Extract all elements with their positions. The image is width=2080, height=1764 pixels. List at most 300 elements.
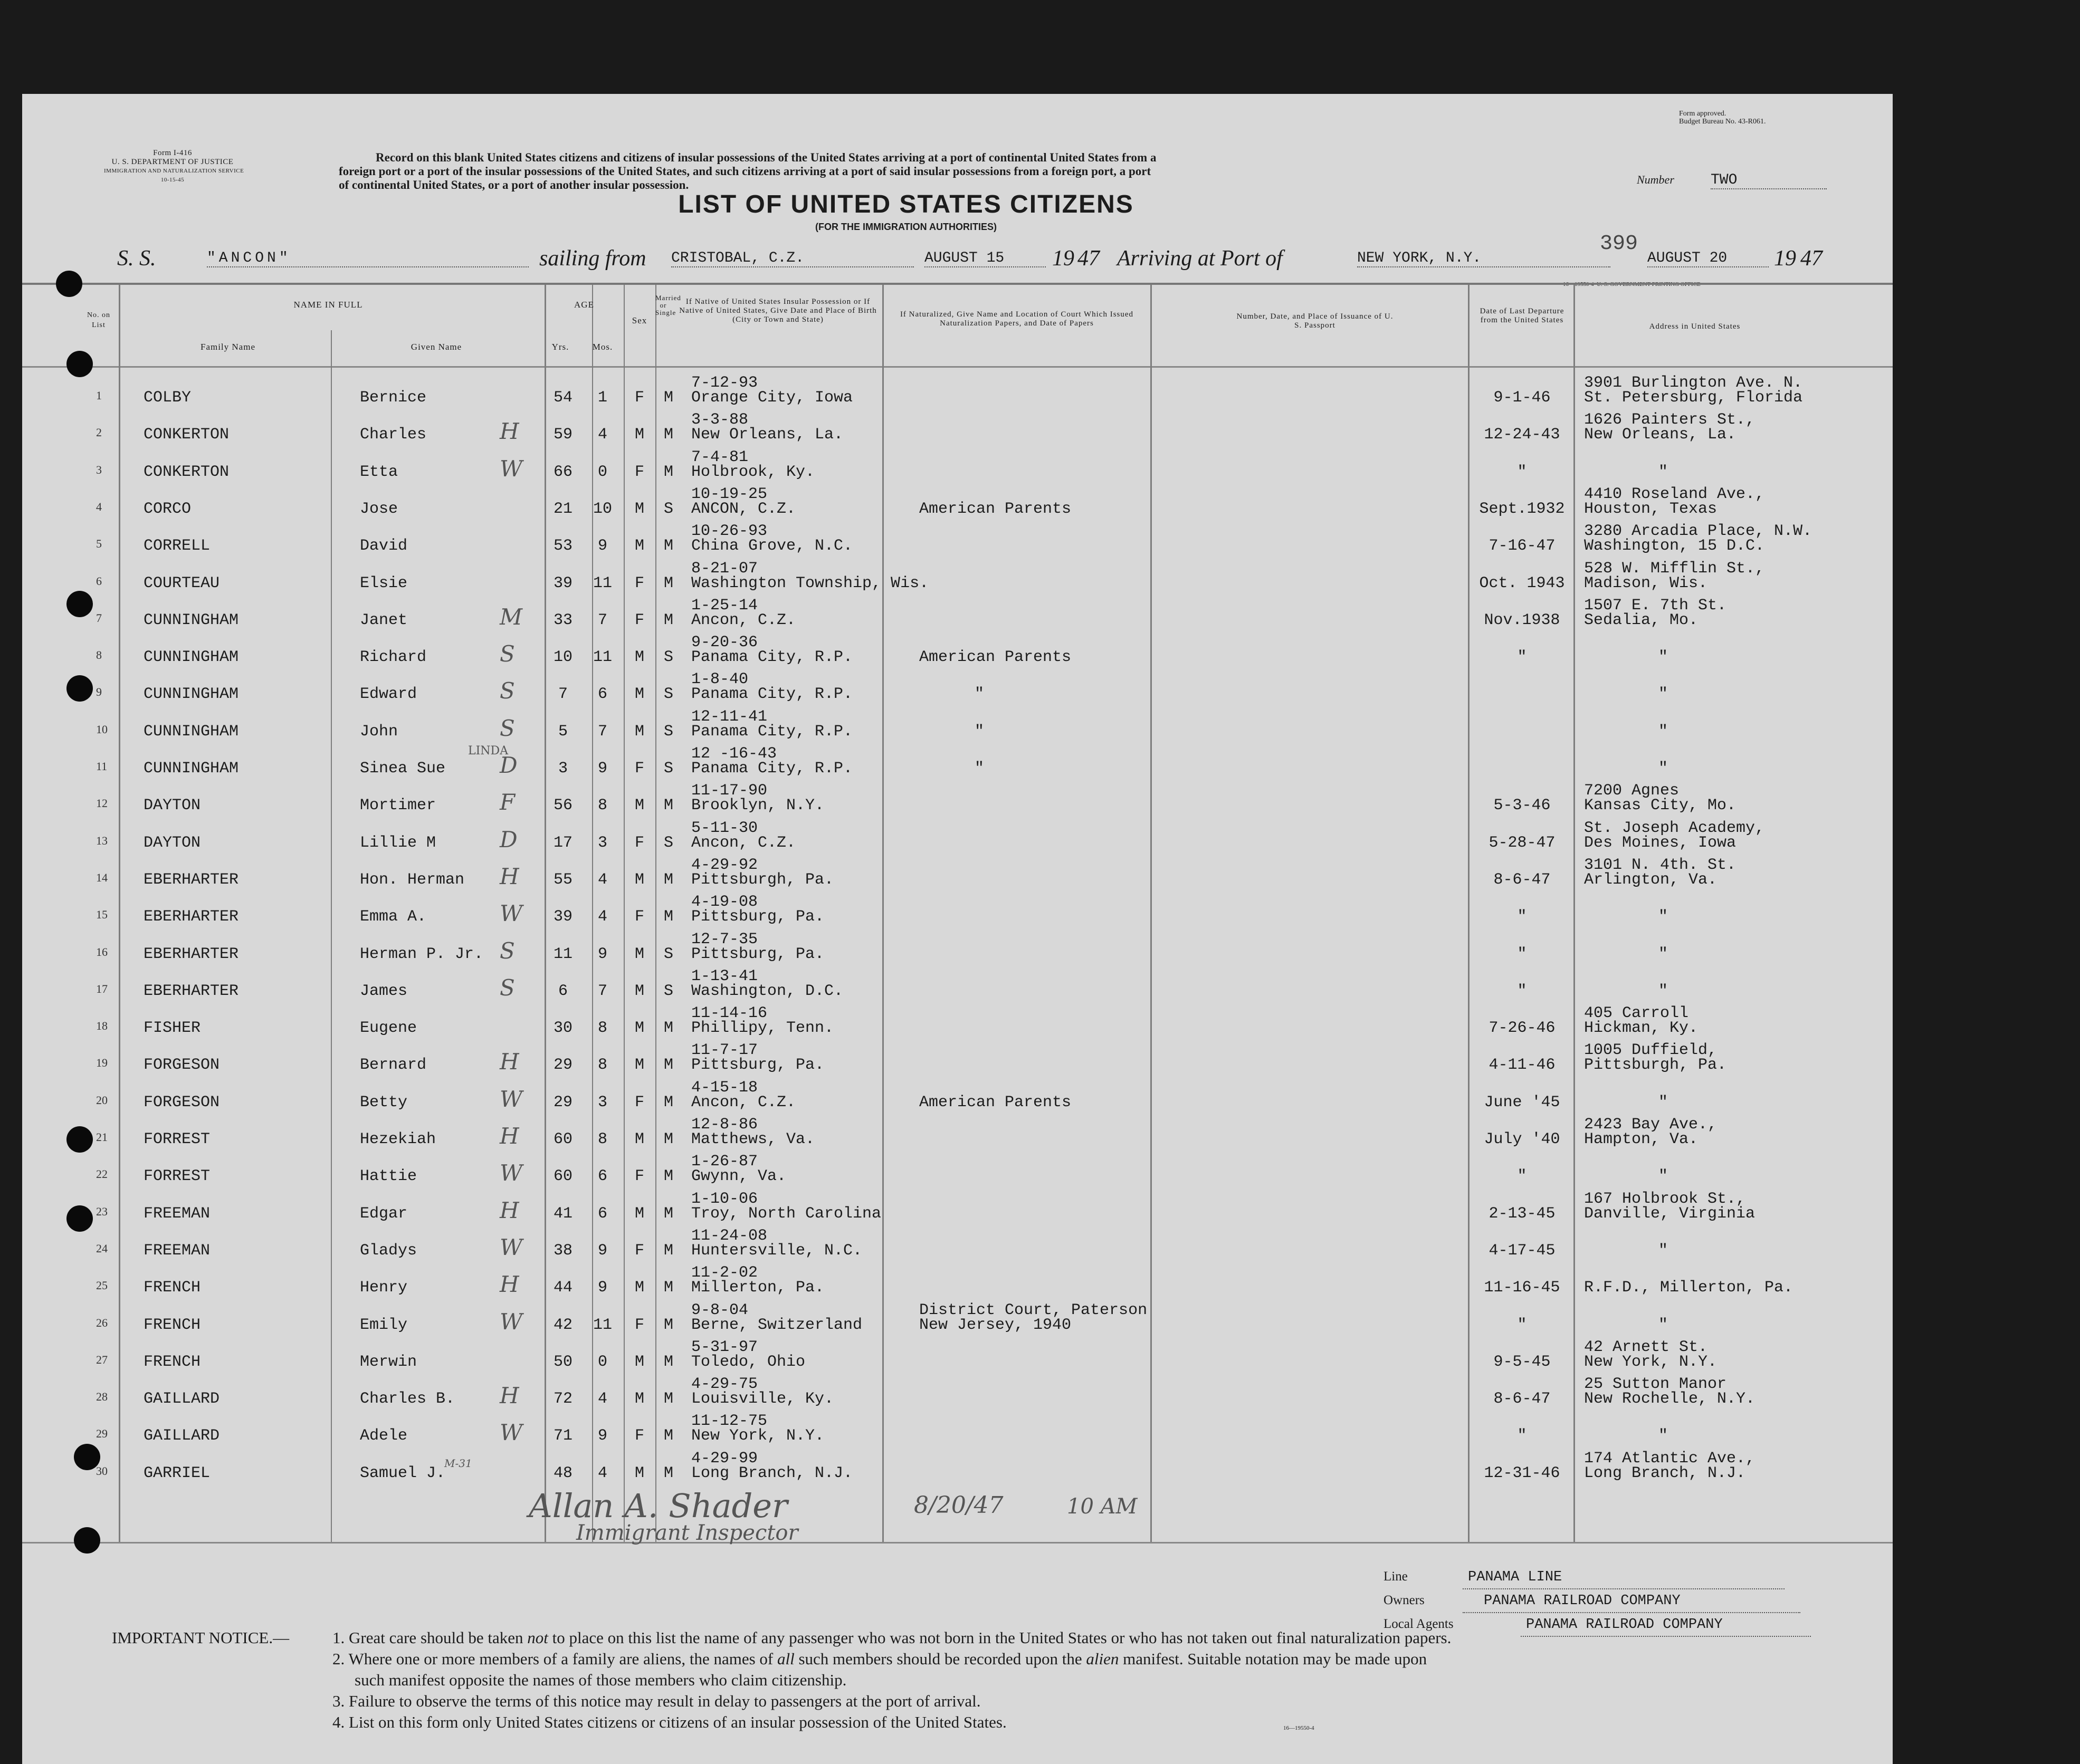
cell-naturalized: District Court, Paterson (919, 1301, 1148, 1319)
cell-dob: 1-26-87 (691, 1153, 758, 1171)
arrival-date: AUGUST 20 (1647, 250, 1769, 267)
cell-address-2: Hampton, Va. (1584, 1130, 1699, 1148)
cell-family: CORCO (144, 500, 192, 518)
cell-pob: Huntersville, N.C. (691, 1241, 863, 1260)
cell-yrs: 48 (553, 1464, 573, 1482)
intro-line-1: Record on this blank United States citizens and citizens of insular possessions of the United States arriving at a port of continental United States from a (376, 151, 1157, 164)
handwritten-mark: S (500, 937, 515, 964)
from-port: CRISTOBAL, C.Z. (671, 250, 914, 267)
cell-sex: F (634, 760, 644, 778)
cell-given: Bernice (360, 389, 427, 407)
cell-pob: Panama City, R.P. (691, 722, 853, 741)
cell-ms: M (663, 537, 673, 555)
cell-mos: 4 (597, 870, 607, 889)
sailing-label: sailing from (539, 246, 646, 271)
cell-dob: 7-12-93 (691, 374, 758, 392)
cell-dep: Nov.1938 (1484, 611, 1560, 629)
cell-yrs: 42 (553, 1316, 573, 1334)
cell-dep: 8-6-47 (1493, 1390, 1551, 1408)
cell-pob: China Grove, N.C. (691, 537, 853, 555)
cell-family: DAYTON (144, 797, 201, 815)
cell-dob: 4-15-18 (691, 1078, 758, 1097)
cell-address-1: 7200 Agnes (1584, 782, 1680, 800)
cell-no: 23 (96, 1204, 108, 1218)
header-age: AGE (574, 300, 594, 310)
notice-1c: to place on this list the name of any passenger who was not born in the United States or who has not taken out final naturalization papers. (548, 1628, 1452, 1647)
cell-address-2: New Orleans, La. (1584, 426, 1736, 444)
intro-line-2: foreign port or a port of the insular possessions of the United States, and such citizens arriving at a port of said insular possessions from a foreign port, a port (339, 165, 1151, 178)
cell-family: CORRELL (144, 537, 211, 555)
table-row (22, 411, 1893, 456)
handwritten-mark: H (500, 1197, 519, 1223)
cell-mos: 8 (597, 1019, 607, 1038)
cell-sex: F (634, 1093, 644, 1111)
cell-mos: 4 (597, 1390, 607, 1408)
cell-family: FREEMAN (144, 1241, 211, 1260)
cell-sex: F (634, 833, 644, 852)
cell-ms: M (663, 1167, 673, 1186)
table-top-rule (22, 283, 1893, 285)
cell-mos: 0 (597, 463, 607, 481)
cell-address-2: Danville, Virginia (1584, 1204, 1755, 1223)
cell-yrs: 60 (553, 1167, 573, 1186)
cell-yrs: 29 (553, 1056, 573, 1075)
cell-yrs: 56 (553, 797, 573, 815)
cell-no: 11 (96, 760, 108, 773)
cell-dob: 8-21-07 (691, 559, 758, 578)
cell-dob: 1-25-14 (691, 596, 758, 615)
handwritten-mark: H (500, 1271, 519, 1298)
cell-yrs: 21 (553, 500, 573, 518)
owners-value: PANAMA RAILROAD COMPANY (1463, 1590, 1800, 1613)
notice-1b: not (527, 1628, 548, 1647)
table-row (22, 707, 1893, 753)
punch-hole (74, 1444, 100, 1470)
cell-given: Merwin (360, 1353, 417, 1371)
arriving-label: Arriving at Port of (1117, 246, 1283, 271)
cell-given: Bernard (360, 1056, 427, 1075)
handwritten-mark: W (500, 1160, 523, 1186)
cell-no: 21 (96, 1130, 108, 1144)
cell-dob: 12-11-41 (691, 707, 768, 726)
cell-dep: " (1517, 463, 1527, 481)
depart-date: AUGUST 15 (924, 250, 1046, 267)
cell-mos: 8 (597, 1130, 607, 1148)
cell-ms: M (663, 1427, 673, 1445)
cell-given: Henry (360, 1279, 408, 1297)
cell-address-2: " (1658, 722, 1668, 741)
cell-no: 25 (96, 1279, 108, 1292)
header-name-in-full: NAME IN FULL (293, 300, 363, 310)
cell-pob: Panama City, R.P. (691, 685, 853, 704)
cell-no: 12 (96, 797, 108, 810)
cell-address-2: Des Moines, Iowa (1584, 833, 1736, 852)
table-bottom-rule (22, 1542, 1893, 1544)
header-married: Married or Single (655, 294, 681, 317)
page-number: 399 (1600, 232, 1638, 256)
cell-dep: " (1517, 982, 1527, 1000)
header-yrs: Yrs. (551, 342, 569, 352)
cell-dep: 8-6-47 (1493, 870, 1551, 889)
cell-no: 8 (96, 648, 102, 662)
cell-pob: Phillipy, Tenn. (691, 1019, 834, 1038)
punch-hole (66, 591, 93, 617)
cell-address-1: 528 W. Mifflin St., (1584, 559, 1765, 578)
cell-dep: 11-16-45 (1484, 1279, 1560, 1297)
cell-given: Sinea Sue (360, 760, 446, 778)
line-label: Line (1384, 1569, 1408, 1584)
cell-family: EBERHARTER (144, 870, 239, 889)
header-sex: Sex (632, 315, 647, 325)
cell-dep: 5-3-46 (1493, 797, 1551, 815)
cell-given: James (360, 982, 408, 1000)
cell-sex: F (634, 1167, 644, 1186)
cell-pob: Panama City, R.P. (691, 760, 853, 778)
notice-title: IMPORTANT NOTICE.— (112, 1628, 290, 1647)
cell-yrs: 38 (553, 1241, 573, 1260)
cell-ms: S (663, 648, 673, 667)
cell-sex: F (634, 1316, 644, 1334)
cell-sex: M (634, 537, 644, 555)
line-value: PANAMA LINE (1463, 1566, 1785, 1589)
cell-dob: 1-10-06 (691, 1190, 758, 1208)
cell-yrs: 55 (553, 870, 573, 889)
cell-no: 14 (96, 870, 108, 884)
handwritten-mark: M-31 (444, 1456, 472, 1470)
header-naturalized: If Naturalized, Give Name and Location of Court Which Issued Naturalization Papers, and Date of Papers (900, 310, 1134, 328)
cell-dep: 2-13-45 (1489, 1204, 1556, 1223)
cell-yrs: 72 (553, 1390, 573, 1408)
intro-text (339, 151, 1156, 192)
intro-line-3: of continental United States, or a port of another insular possession. (339, 178, 689, 191)
cell-family: CUNNINGHAM (144, 611, 239, 629)
handwritten-mark: W (500, 900, 523, 927)
cell-pob: ANCON, C.Z. (691, 500, 796, 518)
cell-dep: " (1517, 1316, 1527, 1334)
notice-4: 4. List on this form only United States citizens or citizens of an insular possession of the United States. (332, 1713, 1007, 1731)
cell-address-2: " (1658, 908, 1668, 926)
cell-yrs: 54 (553, 389, 573, 407)
cell-mos: 10 (593, 500, 612, 518)
cell-sex: F (634, 611, 644, 629)
cell-given: Mortimer (360, 797, 436, 815)
cell-sex: M (634, 685, 644, 704)
cell-address-2: " (1658, 760, 1668, 778)
cell-sex: F (634, 389, 644, 407)
cell-address-2: " (1658, 1316, 1668, 1334)
notice-2a: 2. Where one or more members of a family are aliens, the names of (332, 1650, 777, 1668)
cell-yrs: 39 (553, 908, 573, 926)
cell-address-2: Long Branch, N.J. (1584, 1464, 1746, 1482)
voyage-line (117, 246, 1823, 272)
cell-given: Etta (360, 463, 398, 481)
cell-family: COURTEAU (144, 574, 220, 592)
header-departure: Date of Last Departure from the United States (1480, 307, 1564, 324)
cell-pob: Pittsburgh, Pa. (691, 870, 834, 889)
cell-mos: 7 (597, 722, 607, 741)
cell-mos: 9 (597, 1427, 607, 1445)
cell-ms: M (663, 1056, 673, 1075)
cell-no: 24 (96, 1241, 108, 1255)
cell-mos: 9 (597, 945, 607, 963)
cell-address-2: " (1658, 1427, 1668, 1445)
cell-no: 10 (96, 722, 108, 736)
cell-family: CONKERTON (144, 426, 230, 444)
handwritten-mark: H (500, 1383, 519, 1409)
punch-hole (66, 1205, 93, 1232)
cell-dep: 12-31-46 (1484, 1464, 1560, 1482)
cell-address-2: New York, N.Y. (1584, 1353, 1718, 1371)
cell-family: EBERHARTER (144, 982, 239, 1000)
table-row (22, 1190, 1893, 1235)
cell-address-2: Hickman, Ky. (1584, 1019, 1699, 1038)
cell-address-1: 3280 Arcadia Place, N.W. (1584, 522, 1812, 541)
cell-dob: 1-13-41 (691, 967, 758, 985)
cell-ms: M (663, 1093, 673, 1111)
cell-family: CUNNINGHAM (144, 685, 239, 704)
form-date-code: 10-15-45 (160, 177, 185, 183)
cell-yrs: 6 (558, 982, 568, 1000)
cell-yrs: 10 (553, 648, 573, 667)
cell-pob: Matthews, Va. (691, 1130, 815, 1148)
header-no: No. on List (87, 311, 111, 329)
cell-pob: Orange City, Iowa (691, 389, 853, 407)
cell-family: EBERHARTER (144, 945, 239, 963)
header-given-name: Given Name (411, 342, 462, 352)
cell-mos: 11 (593, 574, 612, 592)
cell-pob: Troy, North Carolina (691, 1204, 882, 1223)
cell-family: FORGESON (144, 1093, 220, 1111)
cell-sex: M (634, 1019, 644, 1038)
table-row (22, 1375, 1893, 1421)
cell-sex: F (634, 908, 644, 926)
cell-ms: S (663, 685, 673, 704)
cell-no: 7 (96, 611, 102, 625)
handwritten-mark: S (500, 974, 515, 1001)
cell-yrs: 11 (553, 945, 573, 963)
cell-pob: Berne, Switzerland (691, 1316, 863, 1334)
cell-pob: Pittsburg, Pa. (691, 908, 825, 926)
handwritten-mark: H (500, 1049, 519, 1075)
cell-sex: F (634, 1427, 644, 1445)
cell-sex: M (634, 945, 644, 963)
cell-yrs: 30 (553, 1019, 573, 1038)
inspector-signature: Allan A. Shader (529, 1487, 788, 1525)
cell-yrs: 59 (553, 426, 573, 444)
cell-sex: M (634, 797, 644, 815)
cell-address-2: Houston, Texas (1584, 500, 1718, 518)
cell-address-2: " (1658, 685, 1668, 704)
cell-ms: M (663, 1353, 673, 1371)
cell-family: CUNNINGHAM (144, 722, 239, 741)
footer-code: 16—19550-4 (1283, 1725, 1314, 1731)
cell-ms: S (663, 982, 673, 1000)
cell-family: FRENCH (144, 1353, 201, 1371)
cell-no: 4 (96, 500, 102, 513)
cell-pob: Millerton, Pa. (691, 1279, 825, 1297)
cell-family: CUNNINGHAM (144, 760, 239, 778)
cell-yrs: 50 (553, 1353, 573, 1371)
cell-address-1: 1005 Duffield, (1584, 1041, 1718, 1060)
cell-given: Adele (360, 1427, 408, 1445)
cell-dob: 9-8-04 (691, 1301, 749, 1319)
cell-mos: 6 (597, 1167, 607, 1186)
cell-family: CUNNINGHAM (144, 648, 239, 667)
cell-address-2: R.F.D., Millerton, Pa. (1584, 1279, 1793, 1297)
cell-ms: M (663, 574, 673, 592)
cell-dob: 5-31-97 (691, 1338, 758, 1356)
cell-address-2: " (1658, 945, 1668, 963)
cell-pob: Brooklyn, N.Y. (691, 797, 825, 815)
cell-given: Emily (360, 1316, 408, 1334)
handwritten-mark: H (500, 863, 519, 889)
cell-dob: 4-29-92 (691, 856, 758, 874)
notice-1a: 1. Great care should be taken (332, 1628, 528, 1647)
cell-yrs: 7 (558, 685, 568, 704)
cell-address-2: " (1658, 463, 1668, 481)
cell-sex: M (634, 1464, 644, 1482)
handwritten-mark: S (500, 715, 515, 741)
cell-sex: M (634, 1279, 644, 1297)
cell-mos: 0 (597, 1353, 607, 1371)
cell-given: John (360, 722, 398, 741)
cell-ms: S (663, 833, 673, 852)
cell-given: Charles B. (360, 1390, 455, 1408)
cell-address-1: 3101 N. 4th. St. (1584, 856, 1736, 874)
depart-year: 47 (1077, 246, 1100, 271)
cell-given: Richard (360, 648, 427, 667)
cell-mos: 9 (597, 1279, 607, 1297)
handwritten-mark: F (500, 789, 516, 816)
cell-pob: Washington Township, Wis. (691, 574, 929, 592)
cell-given: Edward (360, 685, 417, 704)
header-passport: Number, Date, and Place of Issuance of U. S. Passport (1236, 312, 1394, 330)
cell-address-1: 1626 Painters St., (1584, 411, 1755, 429)
cell-dob: 10-26-93 (691, 522, 768, 541)
cell-mos: 4 (597, 1464, 607, 1482)
cell-no: 5 (96, 537, 102, 551)
cell-naturalized: American Parents (919, 648, 1072, 667)
cell-mos: 9 (597, 1241, 607, 1260)
cell-dob: 4-29-75 (691, 1375, 758, 1394)
cell-address-2: " (1658, 1241, 1668, 1260)
cell-mos: 8 (597, 797, 607, 815)
handwritten-linda: LINDA (468, 744, 509, 758)
cell-pob: Pittsburg, Pa. (691, 945, 825, 963)
cell-pob: New Orleans, La. (691, 426, 844, 444)
cell-no: 2 (96, 426, 102, 439)
cell-dep: 9-5-45 (1493, 1353, 1551, 1371)
cell-ms: M (663, 1019, 673, 1038)
cell-mos: 9 (597, 537, 607, 555)
cell-family: CONKERTON (144, 463, 230, 481)
cell-no: 22 (96, 1167, 108, 1181)
table-row (22, 930, 1893, 976)
cell-sex: M (634, 1390, 644, 1408)
cell-dep: 5-28-47 (1489, 833, 1556, 852)
cell-ms: M (663, 870, 673, 889)
cell-yrs: 66 (553, 463, 573, 481)
cell-pob: Ancon, C.Z. (691, 1093, 796, 1111)
cell-ms: M (663, 908, 673, 926)
page-subtitle: (FOR THE IMMIGRATION AUTHORITIES) (815, 222, 997, 232)
number-label: Number (1637, 173, 1674, 186)
cell-sex: F (634, 1241, 644, 1260)
handwritten-mark: H (500, 418, 519, 445)
cell-yrs: 3 (558, 760, 568, 778)
cell-ms: M (663, 797, 673, 815)
cell-dep: 4-17-45 (1489, 1241, 1556, 1260)
cell-dob: 1-8-40 (691, 670, 749, 689)
cell-family: EBERHARTER (144, 908, 239, 926)
cell-sex: M (634, 648, 644, 667)
arrival-port: NEW YORK, N.Y. (1357, 250, 1610, 267)
company-info (1384, 1566, 1811, 1637)
notice-2b: all (777, 1650, 795, 1668)
cell-yrs: 53 (553, 537, 573, 555)
page-title: LIST OF UNITED STATES CITIZENS (678, 190, 1134, 218)
cell-dob: 12-7-35 (691, 930, 758, 948)
table-row (22, 1449, 1893, 1495)
cell-dob: 11-2-02 (691, 1264, 758, 1282)
cell-dob: 5-11-30 (691, 819, 758, 837)
cell-ms: M (663, 389, 673, 407)
cell-pob: Long Branch, N.J. (691, 1464, 853, 1482)
cell-address-2: Madison, Wis. (1584, 574, 1708, 592)
cell-mos: 1 (597, 389, 607, 407)
handwritten-mark: S (500, 678, 515, 704)
cell-address-2: New Rochelle, N.Y. (1584, 1390, 1755, 1408)
cell-dob: 3-3-88 (691, 411, 749, 429)
notice-2c: such members should be recorded upon the (794, 1650, 1086, 1668)
cell-given: Janet (360, 611, 408, 629)
arrival-year: 47 (1800, 246, 1823, 271)
handwritten-mark: W (500, 1420, 523, 1446)
cell-pob: Gwynn, Va. (691, 1167, 787, 1186)
handwritten-mark: W (500, 1086, 523, 1112)
handwritten-mark: W (500, 455, 523, 482)
cell-dep: Oct. 1943 (1479, 574, 1565, 592)
cell-dob: 11-7-17 (691, 1041, 758, 1060)
cell-sex: M (634, 1056, 644, 1075)
cell-pob: Ancon, C.Z. (691, 833, 796, 852)
cell-ms: M (663, 1316, 673, 1334)
table-row (22, 596, 1893, 642)
cell-yrs: 60 (553, 1130, 573, 1148)
cell-dep: 4-11-46 (1489, 1056, 1556, 1075)
cell-family: COLBY (144, 389, 192, 407)
cell-dob: 12 -16-43 (691, 745, 777, 763)
cell-family: GAILLARD (144, 1427, 220, 1445)
cell-address-1: 405 Carroll (1584, 1004, 1689, 1023)
cell-dep: " (1517, 908, 1527, 926)
cell-yrs: 33 (553, 611, 573, 629)
cell-dob: 11-12-75 (691, 1412, 768, 1431)
notice-3: 3. Failure to observe the terms of this notice may result in delay to passengers at the port of arrival. (332, 1692, 981, 1710)
cell-dob: 11-17-90 (691, 782, 768, 800)
cell-no: 19 (96, 1056, 108, 1070)
cell-given: Samuel J. (360, 1464, 446, 1482)
cell-given: Gladys (360, 1241, 417, 1260)
cell-dob: 4-19-08 (691, 893, 758, 912)
punch-hole (66, 675, 93, 702)
cell-no: 18 (96, 1019, 108, 1033)
cell-no: 27 (96, 1353, 108, 1366)
cell-given: Lillie M (360, 833, 436, 852)
cell-ms: M (663, 1241, 673, 1260)
punch-hole (66, 351, 93, 377)
form-dept: U. S. DEPARTMENT OF JUSTICE (111, 158, 234, 166)
